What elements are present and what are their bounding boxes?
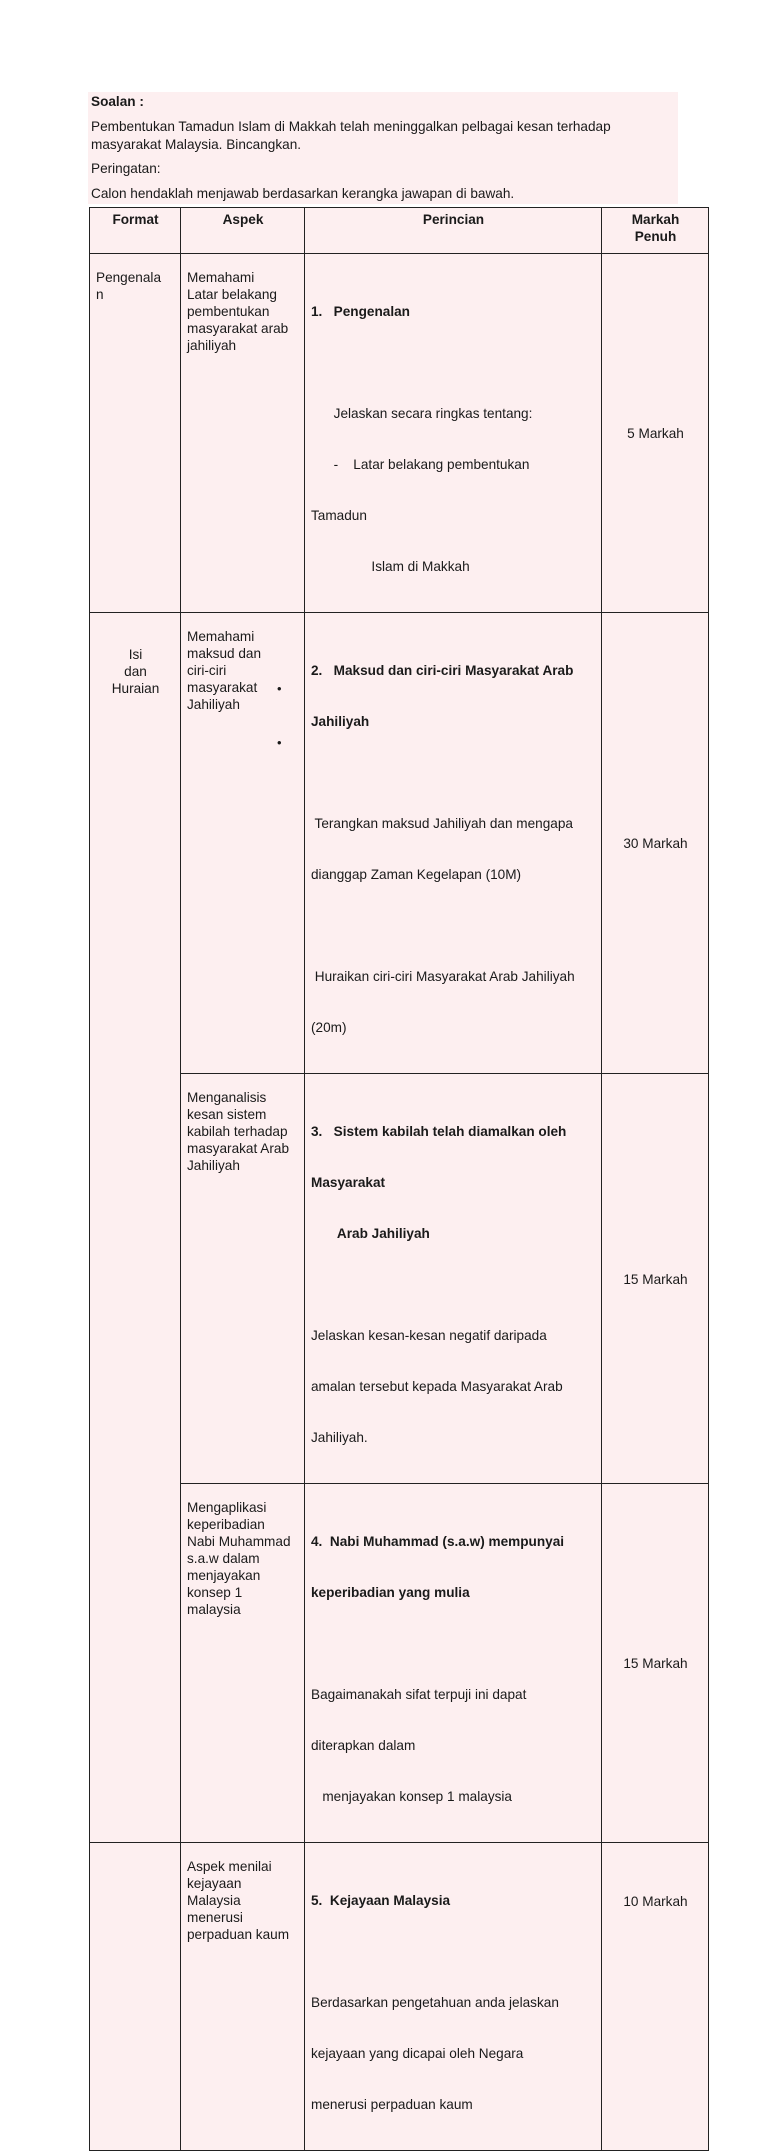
markah-cell: 30 Markah [602,613,709,1074]
perincian-text: Huraikan ciri-ciri Masyarakat Arab Jahiliyah [311,969,575,984]
aspek-text: kejayaan [187,1876,242,1891]
perincian-text: Jahiliyah. [311,1430,368,1445]
header-aspek: Aspek [181,208,305,254]
format-cell [90,1843,181,2151]
warning-label: Peringatan: [91,161,161,176]
table-header-row [90,208,709,254]
aspek-text: menerusi [187,1910,243,1925]
perincian-title: 4. Nabi Muhammad (s.a.w) mempunyai [311,1534,565,1549]
question-label: Soalan : [91,94,144,109]
perincian-text: amalan tersebut kepada Masyarakat Arab [311,1379,563,1394]
format-text: dan [124,664,147,679]
perincian-text: (20m) [311,1020,347,1035]
aspek-text: masyarakat Arab [187,1141,289,1156]
aspek-text: masyarakat arab [187,321,289,336]
perincian-text: kejayaan yang dicapai oleh Negara [311,2046,524,2061]
perincian-text: diterapkan dalam [311,1738,416,1753]
aspek-text: Mengaplikasi [187,1500,267,1515]
aspek-cell [181,1484,305,1843]
answer-framework-table [89,207,709,2151]
instruction-text: Calon hendaklah menjawab berdasarkan kerangka jawapan di bawah. [91,186,515,201]
aspek-text: masyarakat [187,680,258,695]
header-markah-line-2: Penuh [634,229,677,244]
aspek-text: Nabi Muhammad [187,1534,291,1549]
header-perincian: Perincian [305,208,602,254]
perincian-text: Islam di Makkah [311,559,470,574]
perincian-title: Masyarakat [311,1175,386,1190]
markah-cell: 10 Markah [602,1843,709,2151]
header-format: Format [90,208,181,254]
perincian-cell [305,1074,602,1484]
perincian-cell [305,254,602,613]
perincian-text: Berdasarkan pengetahuan anda jelaskan [311,1995,559,2010]
perincian-text: Tamadun [311,508,367,523]
markah-cell: 5 Markah [602,254,709,613]
question-text-line-2: masyarakat Malaysia. Bincangkan. [91,137,302,152]
perincian-text: menerusi perpaduan kaum [311,2097,473,2112]
perincian-cell [305,1484,602,1843]
aspek-text: Latar belakang [187,287,277,302]
perincian-title: Arab Jahiliyah [311,1226,430,1241]
aspek-text: Memahami [187,270,255,285]
table-row [90,254,709,613]
perincian-text: Jelaskan kesan-kesan negatif daripada [311,1328,547,1343]
perincian-text: menjayakan konsep 1 malaysia [311,1789,512,1804]
format-text: n [96,287,104,302]
aspek-cell [181,254,305,613]
perincian-text: dianggap Zaman Kegelapan (10M) [311,867,522,882]
format-text: Huraian [111,681,160,696]
table-row [90,613,709,1074]
perincian-text: - Latar belakang pembentukan [311,457,530,472]
table-row [90,1843,709,2151]
perincian-cell [305,1843,602,2151]
markah-cell: 15 Markah [602,1484,709,1843]
aspek-text: Malaysia [187,1893,241,1908]
perincian-cell [305,613,602,1074]
aspek-cell [181,613,305,1074]
table-row [90,1484,709,1843]
aspek-text: Aspek menilai [187,1859,272,1874]
aspek-text: malaysia [187,1602,241,1617]
aspek-text: s.a.w dalam [187,1551,260,1566]
aspek-text: kesan sistem [187,1107,267,1122]
perincian-title: keperibadian yang mulia [311,1585,470,1600]
perincian-title: 5. Kejayaan Malaysia [311,1893,451,1908]
aspek-text: perpaduan kaum [187,1927,290,1942]
format-text: Pengenala [96,270,162,285]
question-text-line-1: Pembentukan Tamadun Islam di Makkah telah meninggalkan pelbagai kesan terhadap [91,119,611,134]
aspek-cell [181,1843,305,2151]
aspek-text: keperibadian [187,1517,265,1532]
markah-cell: 15 Markah [602,1074,709,1484]
perincian-text: Terangkan maksud Jahiliyah dan mengapa [311,816,573,831]
aspek-text: Jahiliyah [187,1158,240,1173]
aspek-text: jahiliyah [187,338,237,353]
aspek-text: Jahiliyah [187,697,240,712]
format-cell [90,613,181,1843]
aspek-text: Memahami [187,629,255,644]
format-cell [90,254,181,613]
aspek-text: pembentukan [187,304,270,319]
perincian-title: Jahiliyah [311,714,370,729]
aspek-text: ciri-ciri [187,663,227,678]
bullet-icon: • [277,735,282,750]
perincian-title: 2. Maksud dan ciri-ciri Masyarakat Arab [311,663,574,678]
aspek-text: konsep 1 [187,1585,243,1600]
header-markah [602,208,709,254]
perincian-text: Jelaskan secara ringkas tentang: [311,406,533,421]
bullet-icon: • [277,681,282,696]
perincian-title: 3. Sistem kabilah telah diamalkan oleh [311,1124,567,1139]
aspek-text: kabilah terhadap [187,1124,288,1139]
perincian-title: 1. Pengenalan [311,304,410,319]
aspek-text: maksud dan [187,646,262,661]
aspek-text: menjayakan [187,1568,261,1583]
format-text: Isi [128,647,143,662]
table-row [90,1074,709,1484]
aspek-text: Menganalisis [187,1090,267,1105]
perincian-text: Bagaimanakah sifat terpuji ini dapat [311,1687,527,1702]
header-markah-line-1: Markah [631,212,680,227]
aspek-cell [181,1074,305,1484]
